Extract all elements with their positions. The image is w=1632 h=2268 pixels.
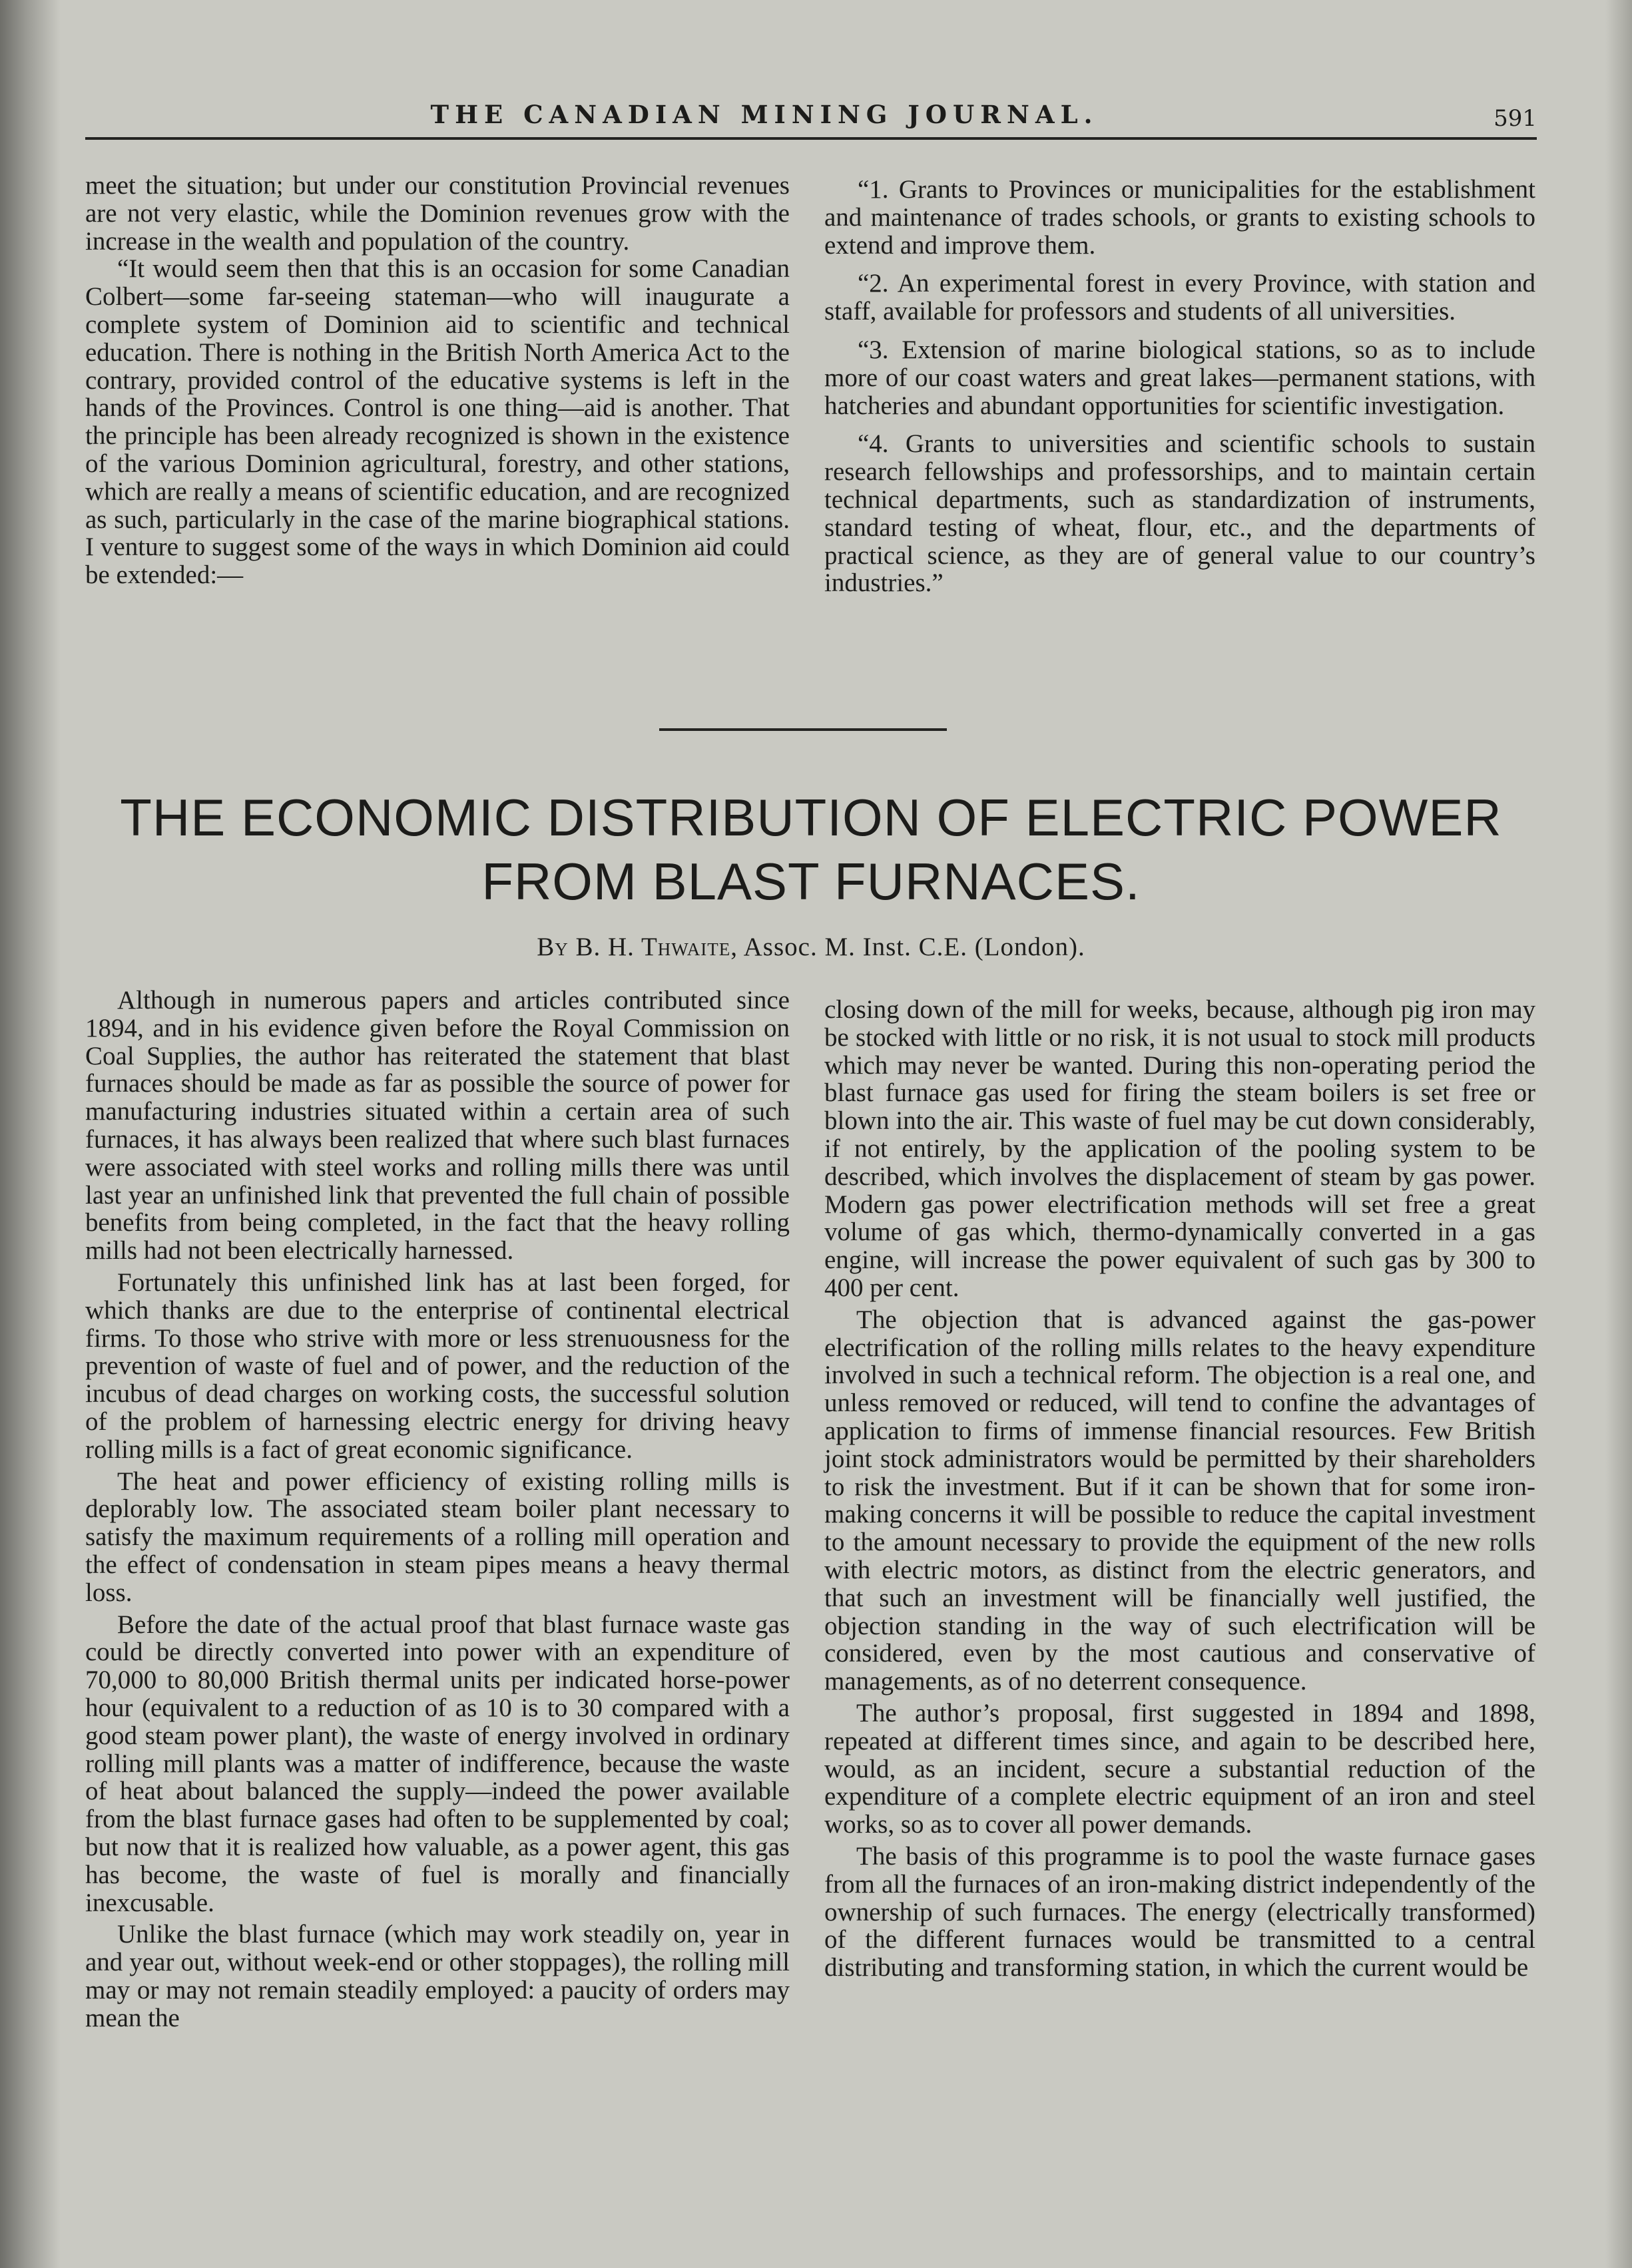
byline [85, 932, 1537, 962]
continued-article-left-column [85, 172, 790, 589]
paragraph: meet the situation; but under our constitution Provincial revenues are not very elastic, while the Dominion revenues grow with the increase in the wealth and population of the country. [85, 171, 790, 256]
paragraph: “It would seem then that this is an occasion for some Canadian Colbert—some far-seeing stateman—who will inaugurate a complete system of Dominion aid to scientific and technical education. There is nothing in the British North America Act to the contrary, provided control of the educative systems is left in the hands of the Provinces. Control is one thing—aid is another. That the principle has been already recognized is shown in the existence of the various Dominion agricultural, forestry, and other stations, which are really a means of scientific education, and are recognized as such, particularly in the case of the marine biographical stations. I venture to suggest some of the ways in which Dominion aid could be extended:— [85, 254, 790, 590]
section-divider [659, 728, 947, 731]
list-paragraph-3: “3. Extension of marine biological stations, so as to include more of our coast waters and great lakes—permanent stations, with hatcheries and abundant opportunities for scientific investigation. [824, 335, 1535, 420]
list-paragraph-4: “4. Grants to universities and scientific schools to sustain research fellowships and professorships, and to maintain certain technical departments, such as standardization of instruments, standard testing of wheat, flour, etc., and the departments of practical science, as they are of general value to our country’s industries.” [824, 429, 1535, 598]
article-title-line-1: THE ECONOMIC DISTRIBUTION OF ELECTRIC POWER [120, 788, 1502, 847]
binding-gutter-shadow [0, 0, 60, 2268]
paragraph: Unlike the blast furnace (which may work steadily on, year in and year out, without week-end or other stoppages), the rolling mill may or may not remain steadily employed: a paucity of orders may mean the [85, 1920, 790, 2032]
paragraph: Although in numerous papers and articles contributed since 1894, and in his evidence given before the Royal Commission on Coal Supplies, the author has reiterated the statement that blast furnaces should be made as far as possible the source of power for manufacturing industries situated within a certain area of such furnaces, it has always been realized that where such blast furnaces were associated with steel works and rolling mills there was until last year an unfinished link that prevented the full chain of possible benefits from being completed, in the fact that the heavy rolling mills had not been electrically harnessed. [85, 986, 790, 1265]
header-rule [85, 137, 1537, 140]
list-paragraph-2: “2. An experimental forest in every Province, with station and staff, available for professors and students of all universities. [824, 269, 1535, 326]
page-edge-shadow [1605, 0, 1632, 2268]
byline-prefix: By [537, 933, 569, 961]
paragraph: The objection that is advanced against the gas-power electrification of the rolling mills relates to the heavy expenditure involved in such a technical reform. The objection is a real one, and unless removed or reduced, will tend to confine the advantages of application to firms of immense financial resources. Few British joint stock administrators would be permitted by their shareholders to risk the investment. But if it can be shown that for some iron-making concerns it will be possible to reduce the capital investment to the amount necessary to provide the equipment of the new rolls with electric motors, as distinct from the electric generators, and that such an investment will be financially well justified, the objection standing in the way of such electrification will be considered, even by the most cautious and conservative of managements, as of no deterrent consequence. [824, 1305, 1535, 1696]
paragraph: The heat and power efficiency of existing rolling mills is deplorably low. The associated steam boiler plant necessary to satisfy the maximum requirements of a rolling mill operation and the effect of condensation in steam pipes means a heavy thermal loss. [85, 1467, 790, 1607]
paragraph: Before the date of the actual proof that blast furnace waste gas could be directly converted into power with an expenditure of 70,000 to 80,000 British thermal units per indicated horse-power hour (equivalent to a reduction of as 10 is to 30 compared with a good steam power plant), the waste of energy involved in ordinary rolling mill plants was a matter of indifference, because the waste of heat about balanced the supply—indeed the power available from the blast furnace gases had often to be supplemented by coal; but now that it is realized how valuable, as a power agent, this gas has become, the waste of fuel is morally and financially inexcusable. [85, 1610, 790, 1917]
article-title [85, 786, 1537, 913]
list-paragraph-1: “1. Grants to Provinces or municipalities for the establishment and maintenance of trades schools, or grants to existing schools to extend and improve them. [824, 175, 1535, 260]
running-title: THE CANADIAN MINING JOURNAL. [430, 100, 1099, 129]
paragraph: Fortunately this unfinished link has at last been forged, for which thanks are due to the enterprise of continental electrical firms. To those who strive with more or less strenuousness for the prevention of waste of fuel and of power, and the reduction of the incubus of dead charges on working costs, the successful solution of the problem of harnessing electric energy for driving heavy rolling mills is a fact of great economic significance. [85, 1267, 790, 1464]
byline-credentials: Assoc. M. Inst. C.E. (London). [743, 933, 1085, 961]
running-head [85, 95, 1537, 134]
continued-article-right-column [824, 176, 1535, 608]
article-title-line-2: FROM BLAST FURNACES. [481, 852, 1141, 911]
paragraph: The author’s proposal, first suggested in 1894 and 1898, repeated at different times since, and again to be described here, would, as an incident, secure a substantial reduction of the expenditure of a complete electric equipment of an iron and steel works, so as to cover all power demands. [824, 1698, 1535, 1839]
article-right-column [824, 996, 1535, 1986]
paragraph: The basis of this programme is to pool the waste furnace gases from all the furnaces of an iron-making district independently of the ownership of such furnaces. The energy (electrically transformed) of the different furnaces would be transmitted to a central distributing and transforming station, in which the current would be [824, 1841, 1535, 1982]
article-left-column [85, 987, 790, 2036]
byline-author: B. H. Thwaite, [575, 933, 738, 961]
page-number: 591 [1494, 105, 1537, 132]
paragraph: closing down of the mill for weeks, because, although pig iron may be stocked with little or no risk, it is not usual to stock mill products which may never be wanted. During this non-operating period the blast furnace gas used for firing the steam boilers is set free or blown into the air. This waste of fuel may be cut down considerably, if not entirely, by the application of the pooling system to be described, which involves the displacement of steam by gas power. Modern gas power electrification methods will set free a great volume of gas which, thermo-dynamically converted in a gas engine, will increase the power equivalent of such gas by 300 to 400 per cent. [824, 995, 1535, 1302]
